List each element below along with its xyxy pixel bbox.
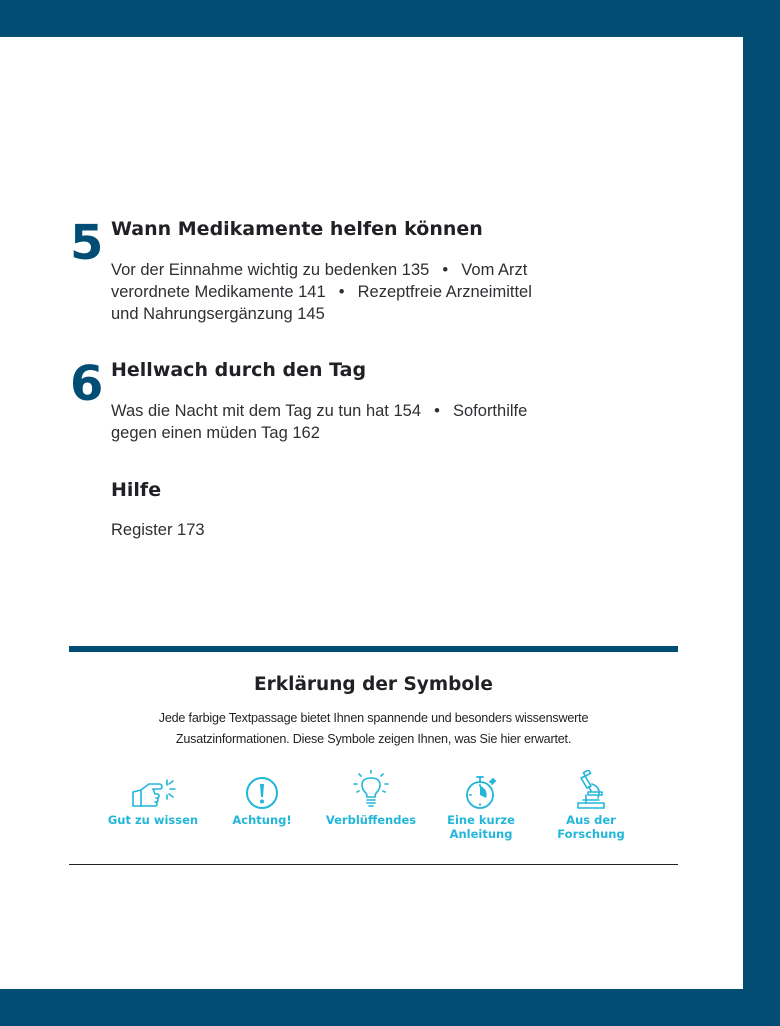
legend-description: Jede farbige Textpassage bietet Ihnen spannende und besonders wissenswerte Zusatzinformationen. Diese Symbole zeigen Ihnen, was Sie hier erwartet. [158,711,589,746]
toc-entry: Soforthilfe [453,402,528,420]
light-bulb-icon [351,770,391,810]
toc-entry: Vor der Einnahme wichtig zu bedenken 135 [111,261,430,279]
toc-entry: Was die Nacht mit dem Tag zu tun hat 154 [111,402,421,420]
symbol-label: Achtung! [232,813,292,827]
chapter-title: Hellwach durch den Tag [111,359,367,381]
chapter-entries [111,259,611,325]
toc-entry: gegen einen müden Tag 162 [111,424,320,442]
legend-top-rule [69,646,678,652]
legend-title: Erklärung der Symbole [254,674,493,695]
bullet-separator: • [442,261,449,279]
chapter-number: 5 [70,215,102,271]
toc-entry: verordnete Medikamente 141 [111,283,326,301]
toc-entry: Vom Arzt [461,261,528,279]
toc-entry: und Nahrungsergänzung 145 [111,305,325,323]
book-page [0,37,743,989]
help-entry: Register 173 [111,521,205,539]
symbol-label-line2: Anleitung [449,827,513,841]
symbol-label-line2: Forschung [557,827,625,841]
legend-bottom-rule [69,864,678,865]
symbol-label: Verblüffendes [325,813,417,827]
symbol-label-line1: Eine kurze [447,813,515,827]
stopwatch-icon [464,774,498,810]
chapter-number: 6 [70,356,102,412]
toc-entry: Rezeptfreie Arzneimittel [357,283,532,301]
bullet-separator: • [434,402,440,420]
exclamation-circle-icon [245,776,279,810]
symbol-label: Gut zu wissen [107,813,199,827]
symbol-legend [0,768,743,848]
chapter-entries [111,400,611,444]
chapter-title: Wann Medikamente helfen können [111,218,483,240]
symbol-label-line1: Aus der [566,813,616,827]
help-title: Hilfe [111,479,162,501]
pointing-hand-icon [129,776,177,810]
bullet-separator: • [338,283,345,301]
symbol-research [526,768,656,841]
microscope-icon [574,770,608,810]
